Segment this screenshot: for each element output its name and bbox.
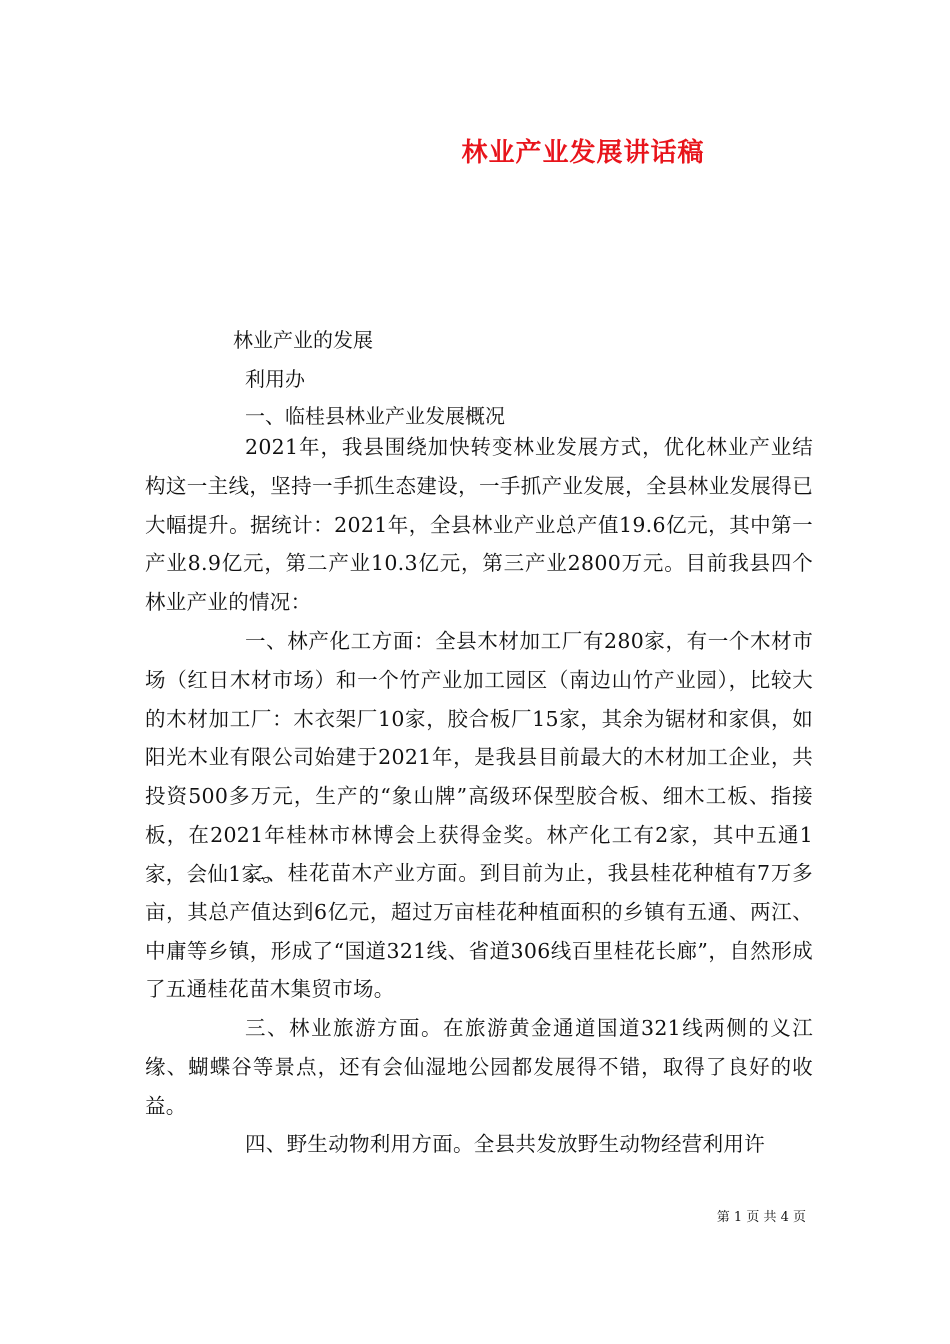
paragraph-forest-chemical: 一、林产化工方面：全县木材加工厂有280家，有一个木材市场（红日木材市场）和一个竹产业加工园区（南边山竹产业园），比较大的木材加工厂：木衣架厂10家，胶合板厂15家，其余为锯材和家俱，如阳光木业有限公司始建于2021年，是我县目前最大的木材加工企业，共投资500多万元，生产的“象山牌”高级环保型胶合板、细木工板、指接板，在2021年桂林市林博会上获得金奖。林产化工有2家，其中五通1家，会仙1家。 (145, 629, 813, 886)
department: 利用办 (245, 367, 305, 391)
section-title: 一、临桂县林业产业发展概况 (245, 404, 505, 428)
heading: 林业产业的发展 (233, 328, 373, 352)
page-indicator: 第 1 页 共 4 页 (716, 1210, 806, 1225)
document-title: 林业产业发展讲话稿 (461, 138, 705, 168)
paragraph-overview: 2021年，我县围绕加快转变林业发展方式，优化林业产业结构这一主线，坚持一手抓生态建设，一手抓产业发展，全县林业发展得已大幅提升。据统计：2021年，全县林业产业总产值19.6亿元，其中第一产业8.9亿元，第二产业10.3亿元，第三产业2800万元。目前我县四个林业产业的情况： (145, 435, 813, 615)
paragraph-tourism: 三、林业旅游方面。在旅游黄金通道国道321线两侧的义江缘、蝴蝶谷等景点，还有会仙湿地公园都发展得不错，取得了良好的收益。 (145, 1016, 813, 1118)
paragraph-wildlife: 四、野生动物利用方面。全县共发放野生动物经营利用许 (245, 1132, 765, 1156)
paragraph-osmanthus: 二、桂花苗木产业方面。到目前为止，我县桂花种植有7万多亩，其总产值达到6亿元，超过万亩桂花种植面积的乡镇有五通、两江、中庸等乡镇，形成了“国道321线、省道306线百里桂花长廊”，自然形成了五通桂花苗木集贸市场。 (145, 861, 813, 1002)
